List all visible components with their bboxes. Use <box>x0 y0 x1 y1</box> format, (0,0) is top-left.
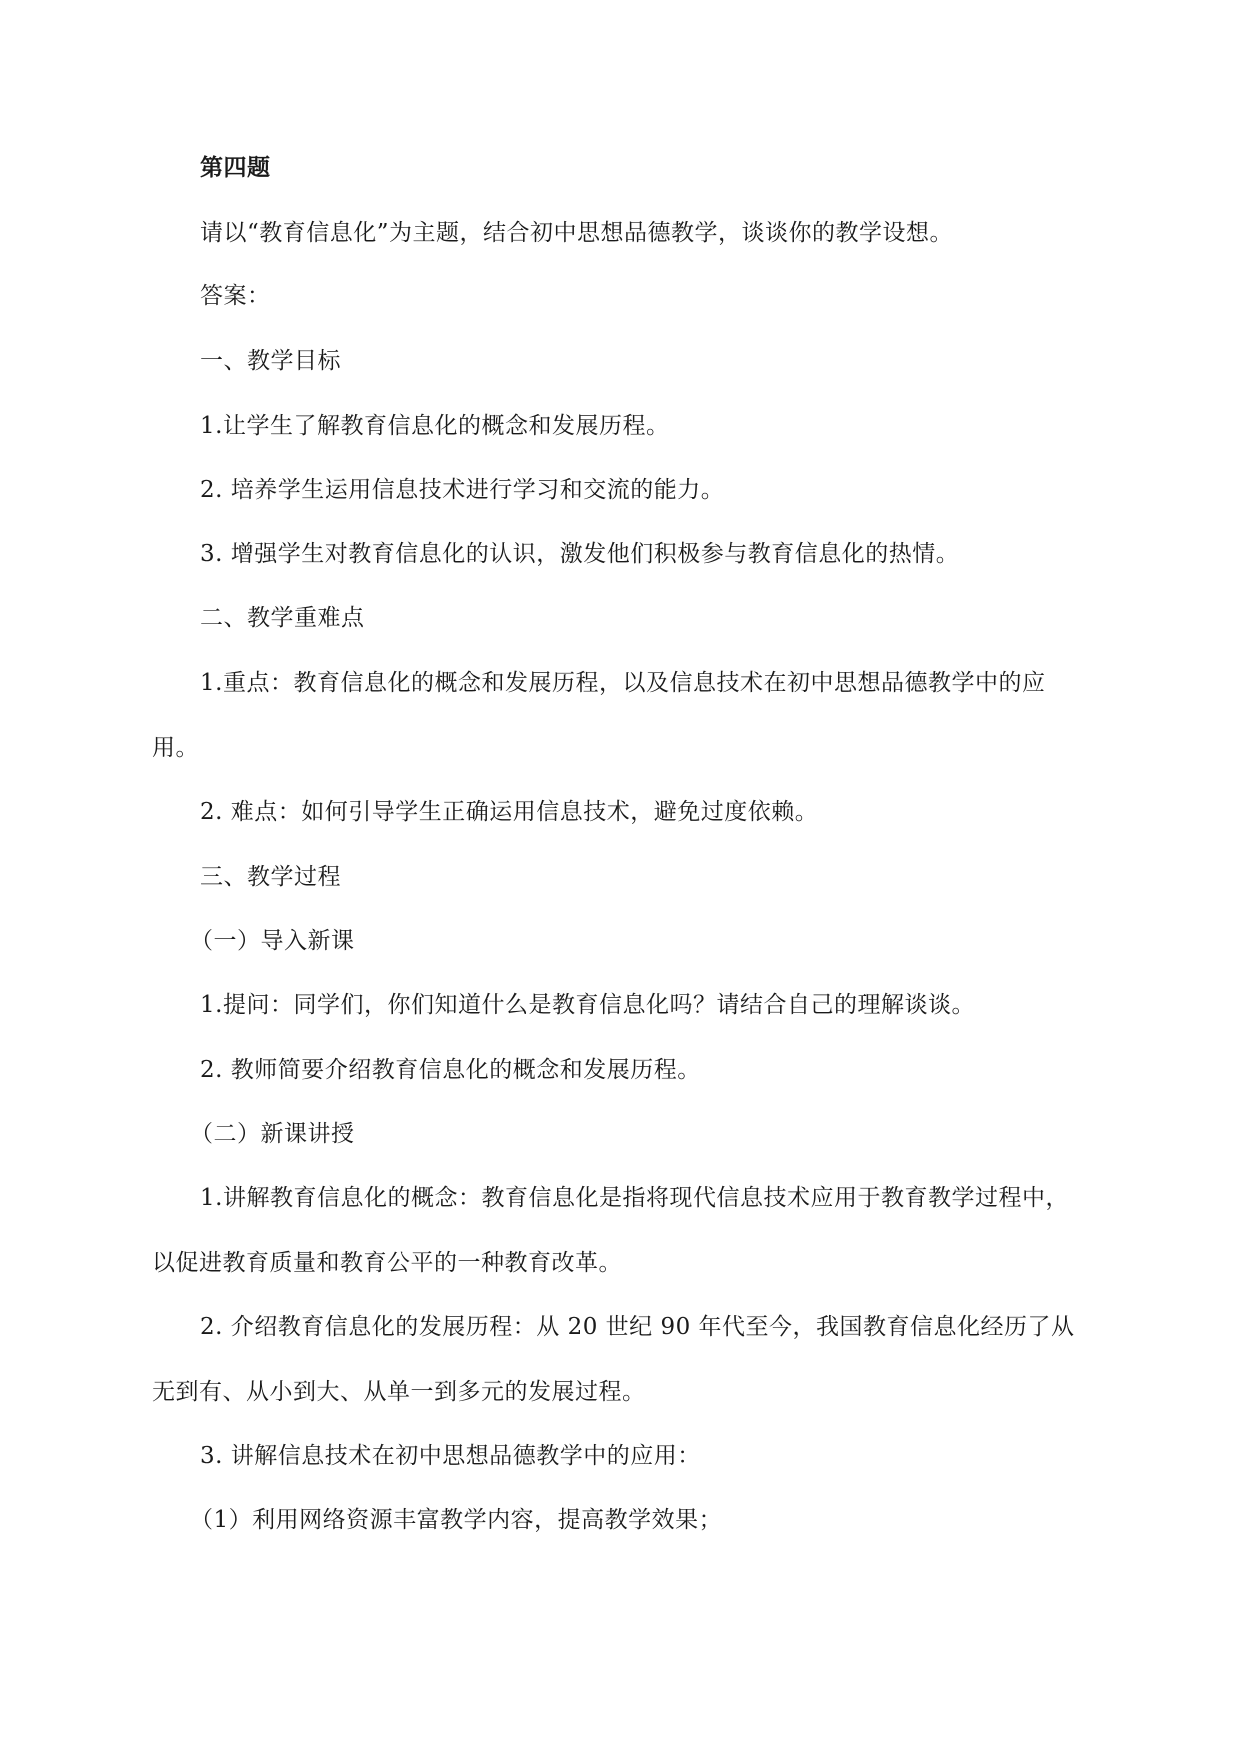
new-lesson-item-3: 3. 讲解信息技术在初中思想品德教学中的应用： <box>200 1443 701 1469</box>
section-heading-process: 三、教学过程 <box>200 864 341 890</box>
section-heading-objectives: 一、教学目标 <box>200 348 341 374</box>
subsection-heading-new-lesson: （二）新课讲授 <box>190 1121 355 1147</box>
objective-item-1: 1.让学生了解教育信息化的概念和发展历程。 <box>200 413 670 439</box>
objective-item-3: 3. 增强学生对教育信息化的认识，激发他们积极参与教育信息化的热情。 <box>200 541 960 567</box>
subsection-heading-intro: （一）导入新课 <box>190 928 355 954</box>
new-lesson-item-1: 1.讲解教育信息化的概念：教育信息化是指将现代信息技术应用于教育教学过程中， <box>200 1185 1069 1211</box>
intro-item-1: 1.提问：同学们，你们知道什么是教育信息化吗？请结合自己的理解谈谈。 <box>200 992 975 1018</box>
key-point-item-1: 1.重点：教育信息化的概念和发展历程，以及信息技术在初中思想品德教学中的应 <box>200 670 1046 696</box>
intro-item-2: 2. 教师简要介绍教育信息化的概念和发展历程。 <box>200 1057 701 1083</box>
key-point-item-2: 2. 难点：如何引导学生正确运用信息技术，避免过度依赖。 <box>200 799 819 825</box>
application-item-1: （1）利用网络资源丰富教学内容，提高教学效果； <box>190 1507 723 1533</box>
new-lesson-item-2-continuation: 无到有、从小到大、从单一到多元的发展过程。 <box>152 1379 646 1405</box>
key-point-item-1-continuation: 用。 <box>152 735 199 761</box>
new-lesson-item-2: 2. 介绍教育信息化的发展历程：从 20 世纪 90 年代至今，我国教育信息化经历了从 <box>200 1314 1075 1340</box>
section-heading-key-points: 二、教学重难点 <box>200 605 365 631</box>
objective-item-2: 2. 培养学生运用信息技术进行学习和交流的能力。 <box>200 477 725 503</box>
question-title: 第四题 <box>200 154 271 181</box>
question-prompt: 请以“教育信息化”为主题，结合初中思想品德教学，谈谈你的教学设想。 <box>200 220 954 246</box>
new-lesson-item-1-continuation: 以促进教育质量和教育公平的一种教育改革。 <box>152 1250 622 1276</box>
answer-label: 答案： <box>200 283 271 309</box>
